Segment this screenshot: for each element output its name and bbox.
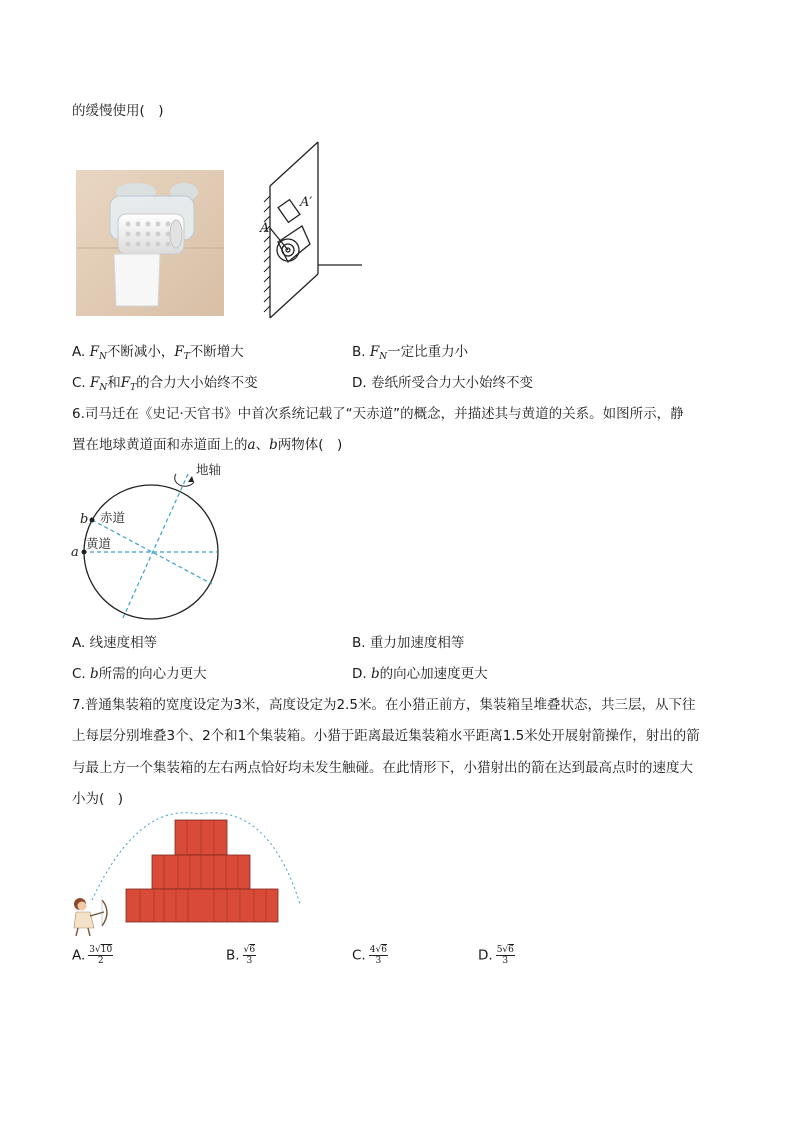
option-text: 的向心加速度更大	[379, 666, 488, 682]
q7-stem-line1: 7.普通集装箱的宽度设定为3米，高度设定为2.5米。在小猎正前方，集装箱呈堆叠状态，共三层，从下往	[72, 697, 696, 713]
q7-option-C[interactable]	[352, 945, 388, 966]
q6-option-B[interactable]: B. 重力加速度相等	[352, 635, 465, 651]
option-prefix: C.	[72, 666, 91, 682]
label-A-prime: A′	[300, 195, 313, 210]
point-b	[90, 518, 95, 523]
q5-option-D[interactable]	[352, 373, 533, 393]
denominator: 3	[502, 956, 509, 966]
equator-line	[92, 520, 212, 584]
q5-option-A[interactable]	[72, 342, 244, 367]
force-symbol: F	[89, 344, 99, 360]
option-prefix: B.	[352, 344, 366, 360]
var-b: b	[269, 437, 278, 453]
option-text: 和	[107, 375, 121, 391]
q6-option-C[interactable]	[72, 664, 207, 684]
option-text: 不断增大	[189, 344, 244, 360]
option-text: 卷纸所受合力大小始终不变	[370, 375, 533, 391]
q7-stem-line4: 小为( )	[72, 791, 124, 807]
archer-icon	[74, 898, 107, 936]
radicand: 6	[381, 945, 387, 955]
fraction: $\frac{4√6}{3}$	[369, 945, 387, 966]
q6-option-D[interactable]	[352, 664, 488, 684]
denominator: 3	[246, 956, 253, 966]
holder-diagram	[258, 140, 368, 320]
var-b: b	[370, 666, 380, 682]
q6-stem-line1: 6.司马迁在《史记·天官书》中首次系统记载了“天赤道”的概念，并描述其与黄道的关系。如图所示，静	[72, 406, 684, 422]
denominator: 3	[375, 956, 382, 966]
label-A: A	[260, 221, 270, 236]
force-symbol: F	[174, 344, 184, 360]
radicand: 6	[508, 945, 514, 955]
var-b: b	[90, 666, 99, 682]
q5-option-C[interactable]	[72, 373, 258, 398]
radicand: 10	[100, 945, 113, 955]
toilet-paper-photo	[76, 170, 224, 316]
option-prefix: A.	[72, 947, 86, 964]
q6-option-A[interactable]: A. 线速度相等	[72, 635, 158, 651]
force-symbol: F	[120, 375, 131, 391]
stem-text: 置在地球黄道面和赤道面上的	[72, 437, 248, 453]
coef: 5	[496, 945, 503, 955]
option-prefix: D.	[352, 375, 367, 391]
option-prefix: C.	[72, 375, 86, 391]
label-b: b	[80, 512, 89, 527]
option-text: 不断减小，	[106, 344, 175, 360]
subscript-t: T	[183, 352, 190, 362]
var-a: a	[247, 437, 256, 453]
subscript-n: N	[98, 352, 107, 362]
coef: 3	[89, 945, 96, 955]
coef: 4	[369, 945, 376, 955]
q7-option-A[interactable]	[72, 945, 113, 966]
option-prefix: D.	[352, 666, 371, 682]
equator-label: 赤道	[100, 510, 126, 525]
force-symbol: F	[90, 375, 100, 391]
denominator: 2	[97, 956, 104, 966]
option-prefix: C.	[352, 947, 366, 964]
option-prefix: D.	[478, 947, 493, 964]
subscript-n: N	[379, 352, 388, 362]
q6-stem-line2	[72, 435, 342, 455]
subscript-n: N	[99, 383, 108, 393]
option-text: 一定比重力小	[387, 344, 469, 360]
q5-option-B[interactable]	[352, 342, 468, 367]
ecliptic-label: 黄道	[86, 536, 112, 551]
fraction: $\frac{3√10}{2}$	[89, 945, 113, 966]
container-archer-diagram	[68, 812, 318, 942]
q7-stem-line2: 上每层分别堆叠3个、2个和1个集装箱。小猎于距离最近集装箱水平距离1.5米处开展射箭操作，射出的箭	[72, 728, 700, 744]
fraction: $\frac{5√6}{3}$	[496, 945, 514, 966]
earth-diagram	[70, 460, 230, 622]
axis-label: 地轴	[196, 462, 222, 477]
q5-stem-tail: 的缓慢使用( )	[72, 103, 164, 119]
option-text: 的合力大小始终不变	[136, 375, 258, 391]
q7-option-B[interactable]	[226, 945, 256, 966]
stem-text: 两物体( )	[277, 437, 343, 453]
container-stack	[126, 820, 278, 922]
stem-text: 、	[255, 437, 270, 453]
fraction: $\frac{√6}{3}$	[243, 945, 256, 966]
option-prefix: B.	[226, 947, 240, 964]
earth-axis	[122, 474, 188, 620]
q7-option-D[interactable]	[478, 945, 515, 966]
container-bottom	[126, 889, 278, 922]
q7-stem-line3: 与最上方一个集装箱的左右两点恰好均未发生触碰。在此情形下，小猎射出的箭在达到最高点时的速度大	[72, 760, 693, 776]
option-prefix: A.	[72, 344, 86, 360]
subscript-t: T	[130, 383, 137, 393]
option-text: 所需的向心力更大	[98, 666, 207, 682]
label-a: a	[71, 545, 79, 560]
force-symbol: F	[369, 344, 380, 360]
radicand: 6	[249, 945, 256, 955]
